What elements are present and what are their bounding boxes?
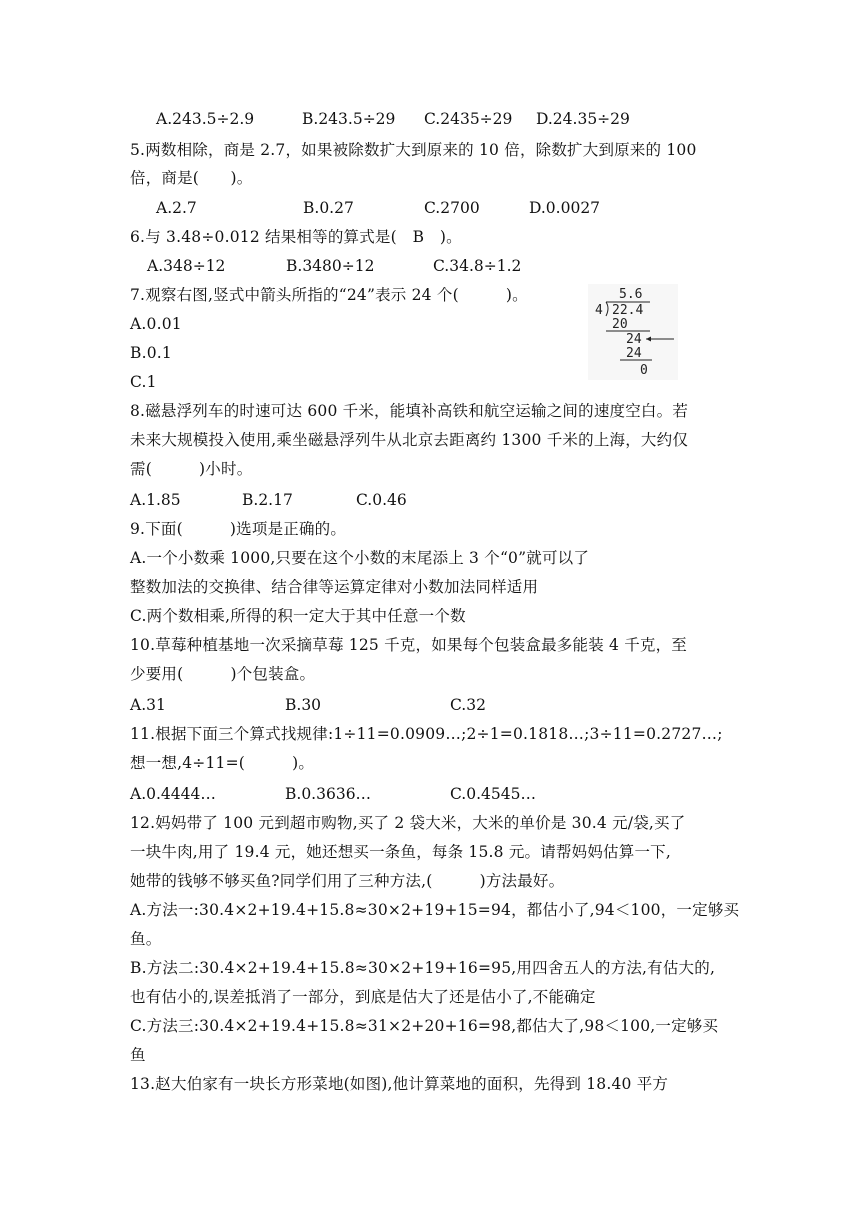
q6-line-1: 6.与 3.48÷0.012 结果相等的算式是( B )。 [130, 228, 462, 246]
q10-line-1: 10.草莓种植基地一次采摘草莓 125 千克，如果每个包装盒最多能装 4 千克，至 [130, 636, 688, 654]
q6-option-b: B.3480÷12 [286, 257, 375, 275]
q8-line-1: 8.磁悬浮列车的时速可达 600 千米，能填补高铁和航空运输之间的速度空白。若 [130, 402, 689, 420]
q5-option-a: A.2.7 [156, 199, 197, 217]
q6-options [147, 255, 597, 277]
q10-option-a: A.31 [130, 696, 166, 714]
q7-option-c: C.1 [130, 373, 157, 391]
q4-options [156, 108, 716, 130]
q12-line-3: 她带的钱够不够买鱼?同学们用了三种方法,( )方法最好。 [130, 872, 565, 890]
q10-option-c: C.32 [450, 696, 486, 714]
q8-line-2: 未来大规模投入使用,乘坐磁悬浮列牛从北京去距离约 1300 千米的上海，大约仅 [130, 431, 689, 449]
q7-line-1: 7.观察右图,竖式中箭头所指的“24”表示 24 个( )。 [130, 286, 528, 304]
q9-line-1: 9.下面( )选项是正确的。 [130, 520, 347, 538]
q12-line-2: 一块牛肉,用了 19.4 元，她还想买一条鱼，每条 15.8 元。请帮妈妈估算一下, [130, 843, 671, 861]
q5-line-1: 5.两数相除，商是 2.7，如果被除数扩大到原来的 10 倍，除数扩大到原来的 100 [130, 141, 697, 159]
q6-option-a: A.348÷12 [147, 257, 226, 275]
dividend: 22.4 [612, 303, 644, 318]
q11-option-c: C.0.4545… [450, 785, 536, 803]
q8-option-c: C.0.46 [356, 491, 407, 509]
q11-option-b: B.0.3636… [285, 785, 372, 803]
q7-option-a: A.0.01 [130, 315, 182, 333]
q11-line-1: 11.根据下面三个算式找规律:1÷11=0.0909…;2÷1=0.1818…;3÷11=0.2727…; [130, 725, 723, 743]
long-division-figure [588, 284, 678, 380]
q7-option-b: B.0.1 [130, 344, 172, 362]
q9-option-b: 整数加法的交换律、结合律等运算定律对小数加法同样适用 [130, 578, 539, 596]
q11-option-a: A.0.4444… [130, 785, 216, 803]
q10-option-b: B.30 [285, 696, 322, 714]
q12-option-c-line-1: C.方法三:30.4×2+19.4+15.8≈31×2+20+16=98,都估大了,98＜100,一定够买 [130, 1017, 719, 1035]
q4-option-c: C.2435÷29 [424, 110, 513, 128]
q11-options [130, 783, 580, 805]
step-24: 24 [626, 346, 642, 361]
q9-option-c: C.两个数相乘,所得的积一定大于其中任意一个数 [130, 607, 466, 625]
q12-option-a-line-1: A.方法一:30.4×2+19.4+15.8≈30×2+19+15=94，都估小了,94＜100，一定够买 [130, 901, 740, 919]
q4-option-d: D.24.35÷29 [536, 110, 630, 128]
q8-option-b: B.2.17 [242, 491, 293, 509]
remainder: 0 [640, 363, 648, 378]
q12-option-b-line-2: 也有估小的,误差抵消了一部分，到底是估大了还是估小了,不能确定 [130, 988, 596, 1006]
step-20: 20 [612, 317, 628, 332]
q10-options [130, 694, 530, 716]
q4-option-a: A.243.5÷2.9 [156, 110, 255, 128]
q8-option-a: A.1.85 [130, 491, 181, 509]
q8-line-3: 需( )小时。 [130, 460, 253, 478]
q13-line-1: 13.赵大伯家有一块长方形菜地(如图),他计算菜地的面积，先得到 18.40 平方 [130, 1075, 669, 1093]
quotient: 5.6 [619, 287, 643, 302]
q5-option-c: C.2700 [424, 199, 480, 217]
q10-line-2: 少要用( )个包装盒。 [130, 665, 316, 683]
step-24-arrowed: 24 [626, 332, 642, 347]
q5-option-d: D.0.0027 [529, 199, 601, 217]
divisor: 4 [595, 303, 603, 318]
q5-line-2: 倍，商是( )。 [130, 169, 253, 187]
q6-option-c: C.34.8÷1.2 [433, 257, 522, 275]
q12-line-1: 12.妈妈带了 100 元到超市购物,买了 2 袋大米，大米的单价是 30.4 元/袋,买了 [130, 814, 686, 832]
q11-line-2: 想一想,4÷11=( )。 [130, 754, 315, 772]
q12-option-a-line-2: 鱼。 [130, 930, 162, 948]
q5-option-b: B.0.27 [303, 199, 354, 217]
q5-options [156, 197, 656, 219]
q9-option-a: A.一个小数乘 1000,只要在这个小数的末尾添上 3 个“0”就可以了 [130, 549, 590, 567]
q8-options [130, 489, 530, 511]
q12-option-c-line-2: 鱼 [130, 1046, 146, 1064]
q12-option-b-line-1: B.方法二:30.4×2+19.4+15.8≈30×2+19+16=95,用四舍五人的方法,有估大的, [130, 959, 716, 977]
q4-option-b: B.243.5÷29 [302, 110, 396, 128]
